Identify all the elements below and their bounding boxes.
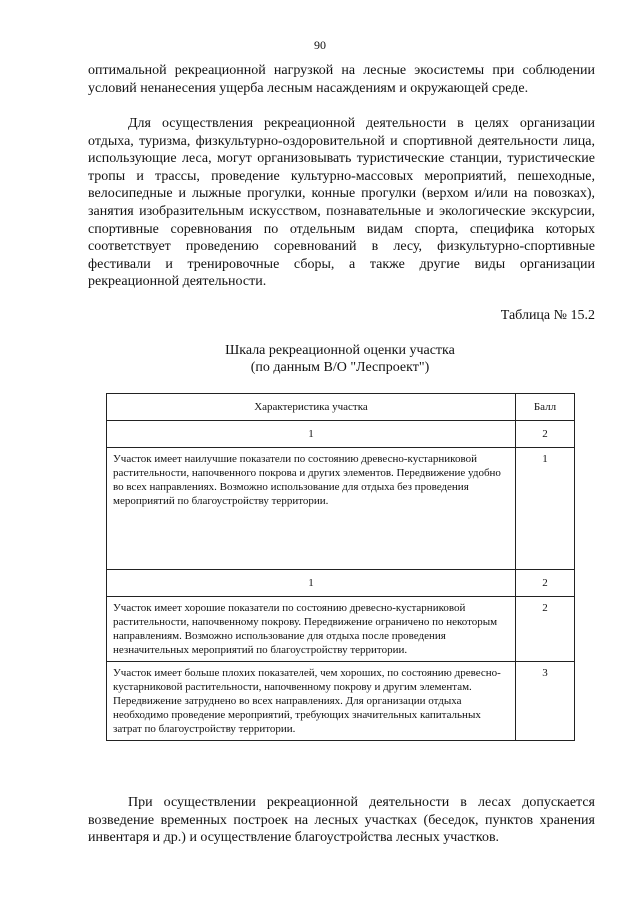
row-3-characteristic: Участок имеет больше плохих показателей, чем хороших, по состоянию древесно-кустарниковой растительности, напочвенному покрову и другим элементам. Передвижение затруднено во всех направлениях. Для организации отдыха необходимо проведение мероприятий, требующих значительных капитальных затрат по благоустройству территории. [107,662,516,741]
table-title-line2: (по данным В/О "Леспроект") [250,360,430,375]
table-row [107,448,575,570]
row-1-characteristic: Участок имеет наилучшие показатели по состоянию древесно-кустарниковой растительности, напочвенного покрова и других элементов. Передвижение удобно во всех направлениях. Возможно использование для отдыха без проведения мероприятий по благоустройству территории. [107,448,516,570]
header-characteristic: Характеристика участка [107,394,516,421]
row-2-score: 2 [516,597,575,662]
table-numbering-row [107,421,575,448]
table-numbering-row-repeat [107,570,575,597]
recreation-score-table [106,393,575,741]
page-number: 90 [314,38,326,52]
row-3-score: 3 [516,662,575,741]
numbering-repeat-col2: 2 [516,570,575,597]
paragraph-2: Для осуществления рекреационной деятельности в целях организации отдыха, туризма, физкультурно-оздоровительной и спортивной деятельности лица, использующие леса, могут организовывать туристические станции, туристические тропы и трассы, проведение культурно-массовых мероприятий, пешеходные, велосипедные и лыжные прогулки, конные прогулки (верхом и/или на повозках), занятия изобразительным искусством, познавательные и экологические экскурсии, спортивные соревнования по отдельным видам спорта, специфика которых соответствует проведению соревнований в лесу, физкультурно-спортивные фестивали и тренировочные сборы, а также другие виды организации рекреационной деятельности. [88,116,595,290]
numbering-col2: 2 [516,421,575,448]
table-label: Таблица № 15.2 [500,308,595,323]
header-score: Балл [516,394,575,421]
paragraph-1: оптимальной рекреационной нагрузкой на лесные экосистемы при соблюдении условий ненанесения ущерба лесным насаждениям и окружающей среде. [88,63,595,96]
numbering-col1: 1 [107,421,516,448]
numbering-repeat-col1: 1 [107,570,516,597]
table-title [0,342,640,376]
row-1-score: 1 [516,448,575,570]
table-title-line1: Шкала рекреационной оценки участка [225,343,455,358]
table-row [107,597,575,662]
row-2-characteristic: Участок имеет хорошие показатели по состоянию древесно-кустарниковой растительности, напочвенному покрову. Передвижение ограничено по некоторым направлениям. Возможно использование для отдыха после проведения незначительных мероприятий по благоустройству территории. [107,597,516,662]
table-header-row [107,394,575,421]
paragraph-3: При осуществлении рекреационной деятельности в лесах допускается возведение временных построек на лесных участках (беседок, пунктов хранения инвентаря и др.) и осуществление благоустройства лесных участков. [88,795,595,846]
table-row [107,662,575,741]
